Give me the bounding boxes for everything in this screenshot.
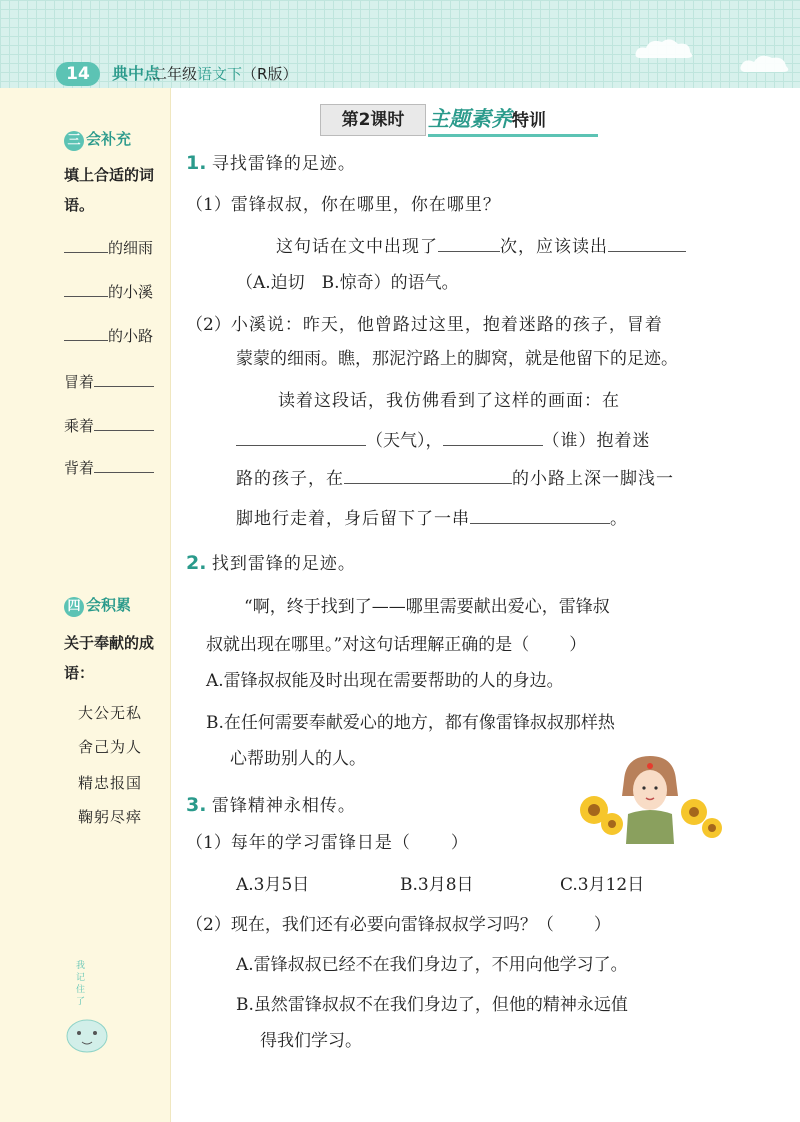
series-edition: （R版） [242,65,298,83]
q1-sub2-line: 蒙蒙的细雨。瞧，那泥泞路上的脚窝，就是他留下的足迹。 [236,349,678,369]
sub-text: ） [593,915,611,935]
fill-item-text: 的细雨 [108,239,154,257]
brand-logo: 典中点 [112,64,161,83]
q1-sub1-options: （A.迫切 B.惊奇）的语气。 [236,273,459,293]
q1-sub2-line [236,506,627,532]
section-badge-accumulate [64,594,131,617]
q2-quote-line: “啊，终于找到了——哪里需要献出爱心，雷锋叔 [244,597,610,617]
blank-line[interactable] [64,236,108,253]
cloud-icon [736,50,796,76]
fill-item-text: 的小路 [108,327,154,345]
answer-blank[interactable] [443,429,543,446]
sub-text: 这句话在文中出现了 [276,237,438,257]
lesson-theme [428,104,598,137]
blank-line[interactable] [94,414,154,431]
q3-sub1-option-a[interactable]: A.3月5日 [236,875,310,895]
sub-text: 的小路上深一脚浅一 [512,469,674,489]
fill-item [64,414,154,437]
sub-text: 小溪说：昨天，他曾路过这里，抱着迷路的孩子，冒着 [230,315,663,335]
q2-option-b[interactable]: B.在任何需要奉献爱心的地方，都有像雷锋叔叔那样热 [206,713,615,733]
question-2-title [186,550,356,577]
q1-sub2-line [278,388,620,414]
section-badge-supplement [64,128,131,151]
answer-blank[interactable] [470,507,610,524]
question-3-title [186,792,356,819]
sub-text: 读着这段话，我仿佛看到了这样的画面：在 [278,391,620,411]
question-number: 1. [186,152,207,174]
theme-suffix: 特训 [512,111,546,131]
q1-sub2-line [236,466,674,492]
q1-sub1-line [276,234,686,260]
fill-item [64,370,154,393]
question-number: 2. [186,552,207,574]
q3-sub2-option-b[interactable]: B.虽然雷锋叔叔不在我们身边了，但他的精神永远值 [236,995,628,1015]
answer-blank[interactable] [438,235,500,252]
sub-text: 。 [610,509,627,529]
series-grade: 二年级 [152,65,198,83]
q3-sub2-option-a[interactable]: A.雷锋叔叔已经不在我们身边了，不用向他学习了。 [236,955,628,975]
sub-text: 次，应该读出 [500,237,608,257]
page-number: 14 [56,62,100,86]
sidebar-divider [170,88,171,1122]
handwriting-char: 记 [76,973,86,983]
sub-text: 脚地行走着，身后留下了一串 [236,509,470,529]
sub-label: （1） [186,833,231,853]
idiom-item: 舍己为人 [78,738,143,756]
question-text: 寻找雷锋的足迹。 [211,154,356,174]
question-number: 3. [186,794,207,816]
lei-feng-illustration [574,752,724,844]
sub-text: 现在，我们还有必要向雷锋叔叔学习吗？（ [230,915,554,935]
question-text: 找到雷锋的足迹。 [211,554,356,574]
answer-blank[interactable] [236,429,366,446]
q1-sub2 [186,312,663,338]
fill-item-text: 背着 [64,459,95,477]
question-1-title [186,150,356,177]
supplement-instruction: 填上合适的词语。 [64,166,155,214]
sub-label: （2） [186,315,231,335]
blank-line[interactable] [94,370,154,387]
idiom-item: 大公无私 [78,704,143,722]
sub-text: ） [450,833,468,853]
sub-text: 雷锋叔叔，你在哪里，你在哪里？ [230,195,501,215]
lesson-number: 第2课时 [320,104,426,136]
q1-sub2-line [236,428,651,454]
q3-sub1-option-b[interactable]: B.3月8日 [400,875,474,895]
fill-item [64,280,153,303]
fill-item-text: 乘着 [64,417,95,435]
blank-line[interactable] [64,280,108,297]
section-number: 四 [64,597,84,617]
fill-item [64,324,153,347]
series-subject: 语文下 [197,65,243,83]
sub-text: ） [569,635,587,655]
blank-line[interactable] [64,324,108,341]
fill-item-text: 冒着 [64,373,95,391]
theme-main: 主题素养 [428,107,512,131]
fill-item [64,456,154,479]
q2-quote-line [206,632,586,658]
section-number: 三 [64,131,84,151]
sub-text: （天气）， [366,431,443,451]
sub-text: 路的孩子，在 [236,469,344,489]
fill-item [64,236,153,259]
idiom-item: 鞠躬尽瘁 [78,808,143,826]
q1-sub1 [186,192,501,218]
question-text: 雷锋精神永相传。 [211,796,356,816]
answer-blank[interactable] [344,467,512,484]
sub-text: 每年的学习雷锋日是（ [230,833,411,853]
handwriting-char: 了 [76,997,86,1007]
page-header [0,0,800,88]
blank-line[interactable] [94,456,154,473]
sub-text: （谁）抱着迷 [542,431,651,451]
mascot-decoration [62,956,112,1056]
sub-label: （1） [186,195,231,215]
section-label: 会补充 [86,130,132,148]
q3-sub2 [186,912,611,938]
idiom-item: 精忠报国 [78,774,143,792]
handwriting-char: 住 [76,985,86,995]
q3-sub1-option-c[interactable]: C.3月12日 [560,875,645,895]
accumulate-instruction: 关于奉献的成语： [64,634,155,682]
q3-sub2-option-b-cont: 得我们学习。 [260,1031,362,1051]
q3-sub1 [186,830,468,856]
sub-label: （2） [186,915,231,935]
section-label: 会积累 [86,596,132,614]
fill-item-text: 的小溪 [108,283,154,301]
handwriting-char: 我 [76,961,86,971]
series-label [152,62,297,86]
sub-text: 叔就出现在哪里。”对这句话理解正确的是（ [206,635,530,655]
cloud-icon [630,34,700,64]
q2-option-b-cont: 心帮助别人的人。 [230,749,366,769]
soldier-figure [622,756,678,844]
q2-option-a[interactable]: A.雷锋叔叔能及时出现在需要帮助的人的身边。 [206,671,564,691]
answer-blank[interactable] [608,235,686,252]
